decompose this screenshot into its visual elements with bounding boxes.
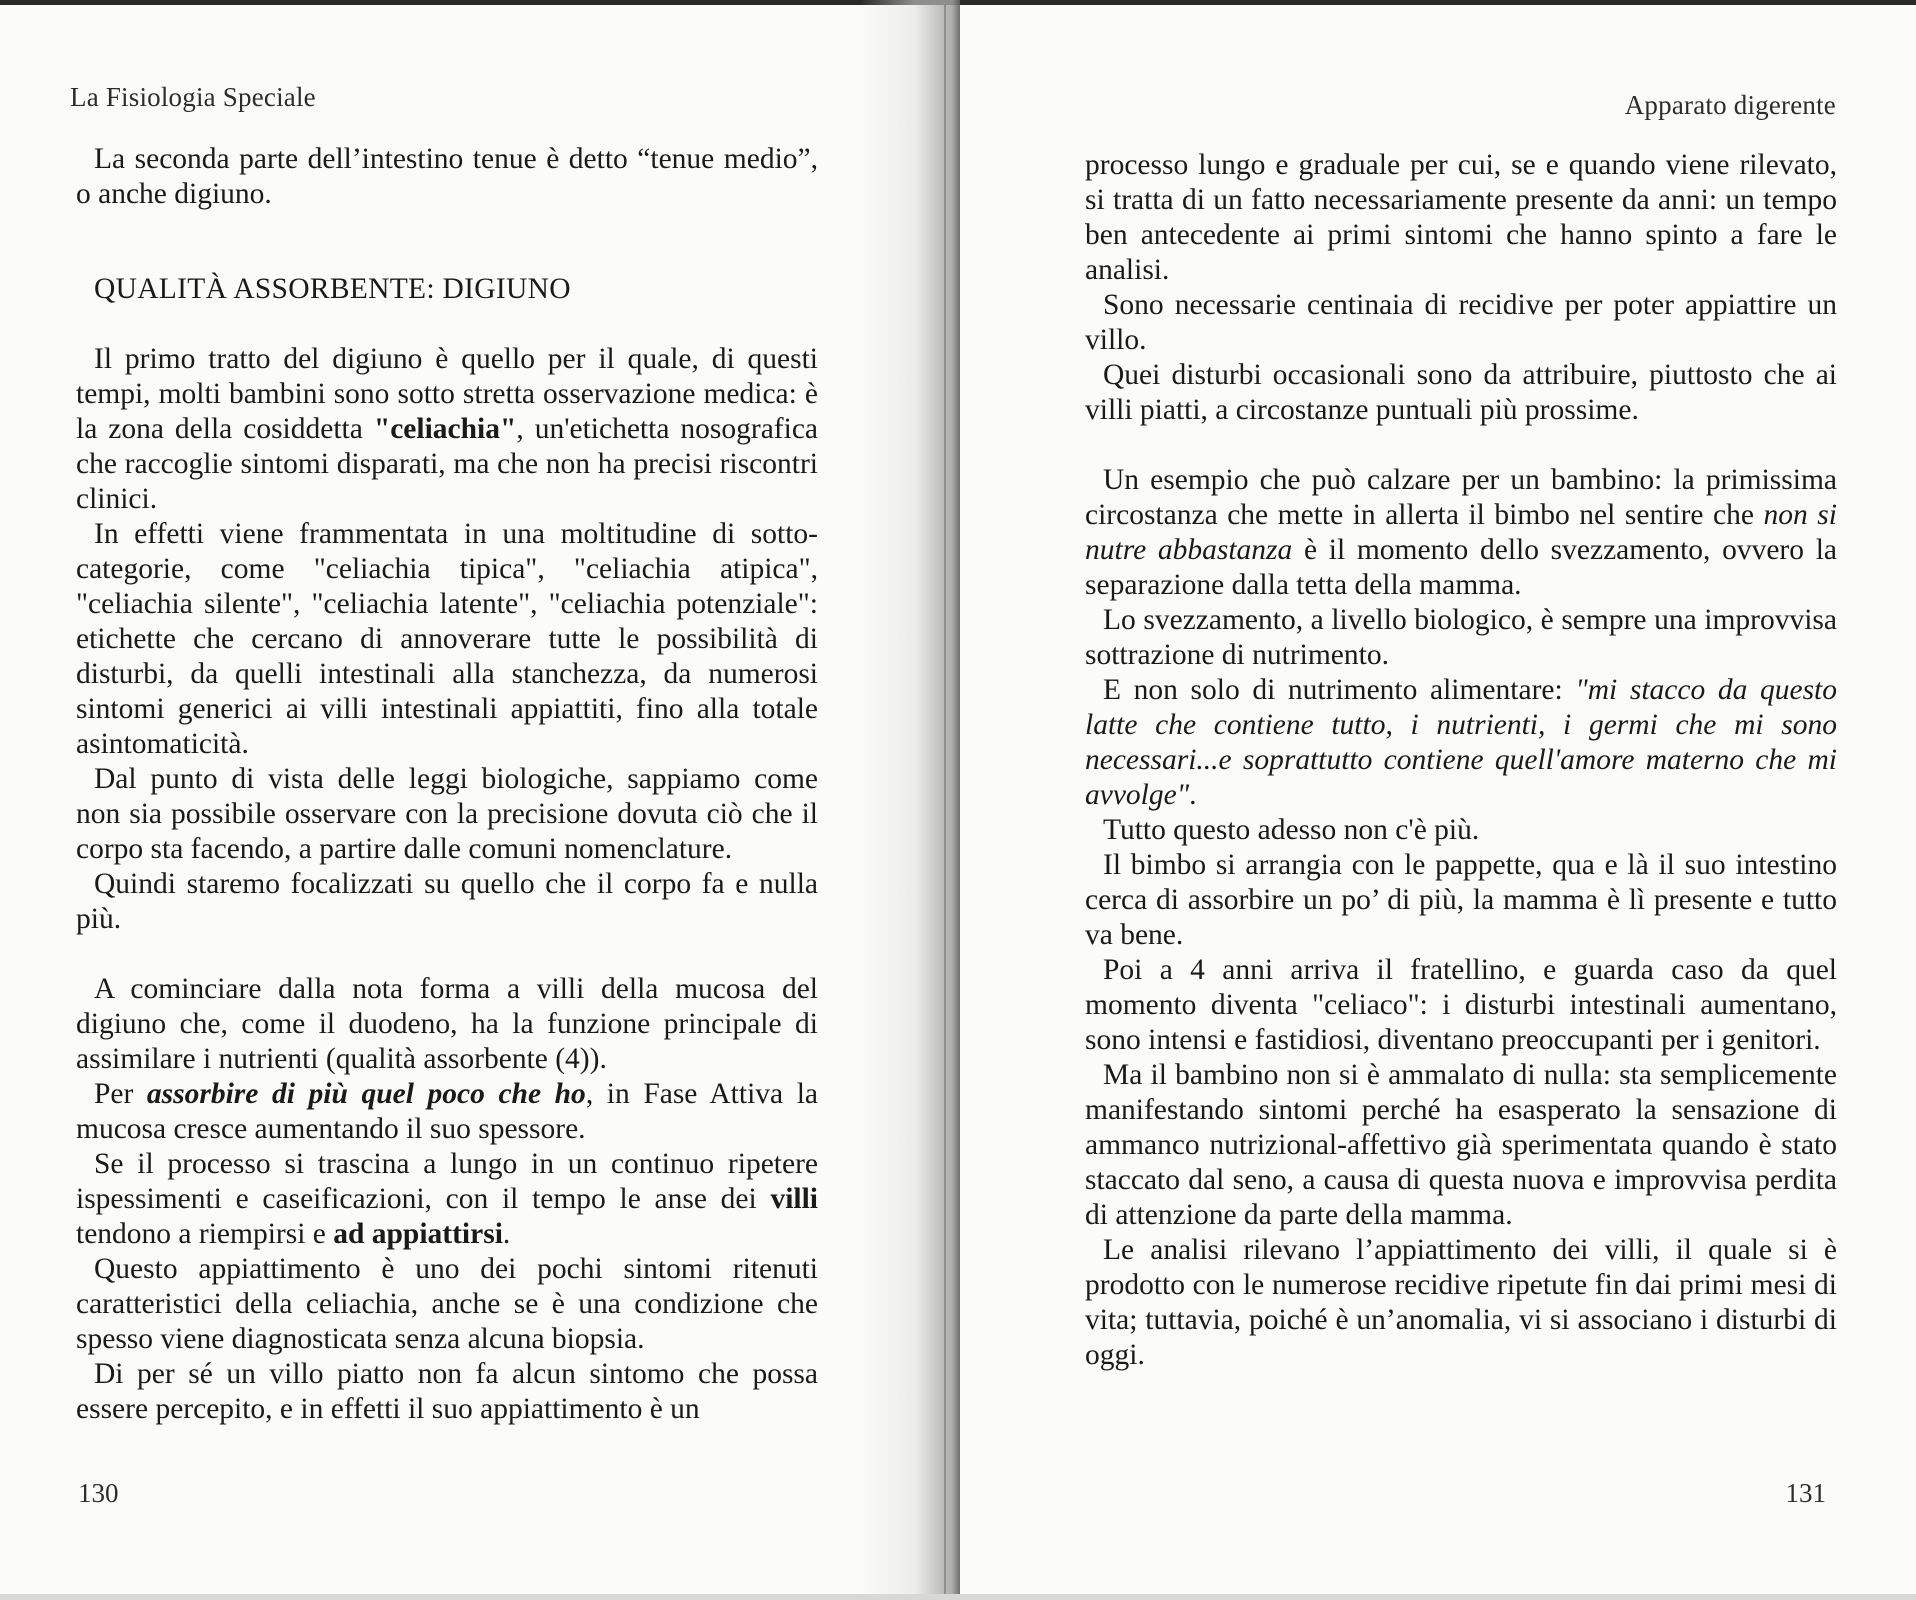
text-run: Il primo tratto del digiuno è quello per il quale, di questi tempi, molti bambini sono sotto stretta osservazione medica: è la zona della cosiddetta xyxy=(76,343,818,445)
text-run: tendono a riempirsi e xyxy=(76,1218,334,1250)
left-paragraph-6 xyxy=(76,1077,818,1147)
right-paragraph-8: Il bimbo si arrangia con le pappette, qua e là il suo intestino cerca di assorbire un po’ di più, la mamma è lì presente e tutto va bene. xyxy=(1085,849,1837,951)
left-paragraph-9: Di per sé un villo piatto non fa alcun sintomo che possa essere percepito, e in effetti il suo appiattimento è un xyxy=(76,1358,818,1425)
text-run: Un esempio che può calzare per un bambino: la primissima circostanza che mette in allerta il bimbo nel sentire che xyxy=(1085,464,1837,531)
right-paragraph-2: Sono necessarie centinaia di recidive per poter appiattire un villo. xyxy=(1085,289,1837,356)
section-heading: QUALITÀ ASSORBENTE: DIGIUNO xyxy=(94,273,571,305)
right-paragraph-10: Ma il bambino non si è ammalato di nulla: sta semplicemente manifestando sintomi perché ha esasperato la sensazione di ammanco nutrizional-affettivo già sperimentata quando è stato staccato dal seno, a causa di questa nuova e improvvisa perdita di attenzione da parte della mamma. xyxy=(1085,1059,1837,1231)
left-page-number: 130 xyxy=(78,1478,119,1508)
left-paragraph-7 xyxy=(76,1147,818,1252)
left-paragraph-1 xyxy=(76,342,818,517)
right-paragraph-6 xyxy=(1085,673,1837,813)
right-paragraph-3: Quei disturbi occasionali sono da attribuire, piuttosto che ai villi piatti, a circostanze puntuali più prossime. xyxy=(1085,359,1837,426)
text-run: E non solo di nutrimento alimentare: xyxy=(1103,674,1576,706)
spacer xyxy=(76,212,818,272)
left-intro-paragraph: La seconda parte dell’intestino tenue è detto “tenue medio”, o anche digiuno. xyxy=(76,143,818,210)
left-page xyxy=(0,0,930,1600)
left-paragraph-4: Quindi staremo focalizzati su quello che il corpo fa e nulla più. xyxy=(76,868,818,935)
right-paragraph-11: Le analisi rilevano l’appiattimento dei villi, il quale si è prodotto con le numerose recidive ripetute fin dai primi mesi di vita; tuttavia, poiché è un’anomalia, vi si associano i disturbi di oggi. xyxy=(1085,1234,1837,1371)
right-paragraph-1: processo lungo e graduale per cui, se e quando viene rilevato, si tratta di un fatto necessariamente presente da anni: un tempo ben antecedente ai primi sintomi che hanno spinto a fare le analisi. xyxy=(1085,149,1837,286)
right-page-number: 131 xyxy=(1785,1478,1826,1508)
right-paragraph-5: Lo svezzamento, a livello biologico, è sempre una improvvisa sottrazione di nutrimento. xyxy=(1085,604,1837,671)
left-running-head: La Fisiologia Speciale xyxy=(70,82,316,112)
bold-term-villi: villi xyxy=(770,1183,818,1215)
bold-term-celiachia: "celiachia" xyxy=(373,413,517,445)
text-run: Se il processo si trascina a lungo in un continuo ripetere ispessimenti e caseificazioni, con il tempo le anse dei xyxy=(76,1148,818,1215)
spacer xyxy=(76,307,818,342)
italic-phrase: non si nutre abbastanza xyxy=(1085,499,1837,566)
text-run: , in Fase Attiva la mucosa cresce aumentando il suo spessore. xyxy=(76,1078,818,1145)
italic-quote: "mi stacco da questo latte che contiene tutto, i nutrienti, i germi che mi sono necessari...e soprattutto contiene quell'amore materno che mi avvolge" xyxy=(1085,674,1837,811)
right-body-text xyxy=(1085,148,1837,1373)
right-running-head: Apparato digerente xyxy=(1624,90,1836,120)
right-page xyxy=(945,0,1916,1600)
text-run: . xyxy=(502,1218,511,1250)
spacer xyxy=(1085,428,1837,463)
left-paragraph-2: In effetti viene frammentata in una moltitudine di sotto-categorie, come "celiachia tipica", "celiachia atipica", "celiachia silente", "celiachia latente", "celiachia potenziale": etichette che cercano di annoverare tutte le possibilità di disturbi, da quelli intestinali alla stanchezza, da numerosi sintomi generici ai villi intestinali appiattiti, fino alla totale asintomaticità. xyxy=(76,518,818,760)
right-paragraph-4 xyxy=(1085,463,1837,603)
text-run: . xyxy=(1189,779,1197,811)
text-run: , un'etichetta nosografica che raccoglie sintomi disparati, ma che non ha precisi riscontri clinici. xyxy=(76,413,818,515)
left-paragraph-8: Questo appiattimento è uno dei pochi sintomi ritenuti caratteristici della celiachia, anche se è una condizione che spesso viene diagnosticata senza alcuna biopsia. xyxy=(76,1253,818,1355)
left-paragraph-5: A cominciare dalla nota forma a villi della mucosa del digiuno che, come il duodeno, ha la funzione principale di assimilare i nutrienti (qualità assorbente (4)). xyxy=(76,973,818,1075)
scan-bottom-border xyxy=(0,1594,1916,1600)
text-run: è il momento dello svezzamento, ovvero la separazione dalla tetta della mamma. xyxy=(1085,534,1837,601)
left-paragraph-3: Dal punto di vista delle leggi biologiche, sappiamo come non sia possibile osservare con la precisione dovuta ciò che il corpo sta facendo, a partire dalle comuni nomenclature. xyxy=(76,763,818,865)
bold-term-appiattirsi: ad appiattirsi xyxy=(333,1218,503,1250)
left-body-text xyxy=(76,142,818,1427)
bold-italic-phrase: assorbire di più quel poco che ho xyxy=(146,1078,586,1110)
text-run: Per xyxy=(94,1078,147,1110)
right-paragraph-9: Poi a 4 anni arriva il fratellino, e guarda caso da quel momento diventa "celiaco": i disturbi intestinali aumentano, sono intensi e fastidiosi, diventano preoccupanti per i genitori. xyxy=(1085,954,1837,1056)
spacer xyxy=(76,937,818,972)
right-paragraph-7: Tutto questo adesso non c'è più. xyxy=(1103,814,1480,846)
